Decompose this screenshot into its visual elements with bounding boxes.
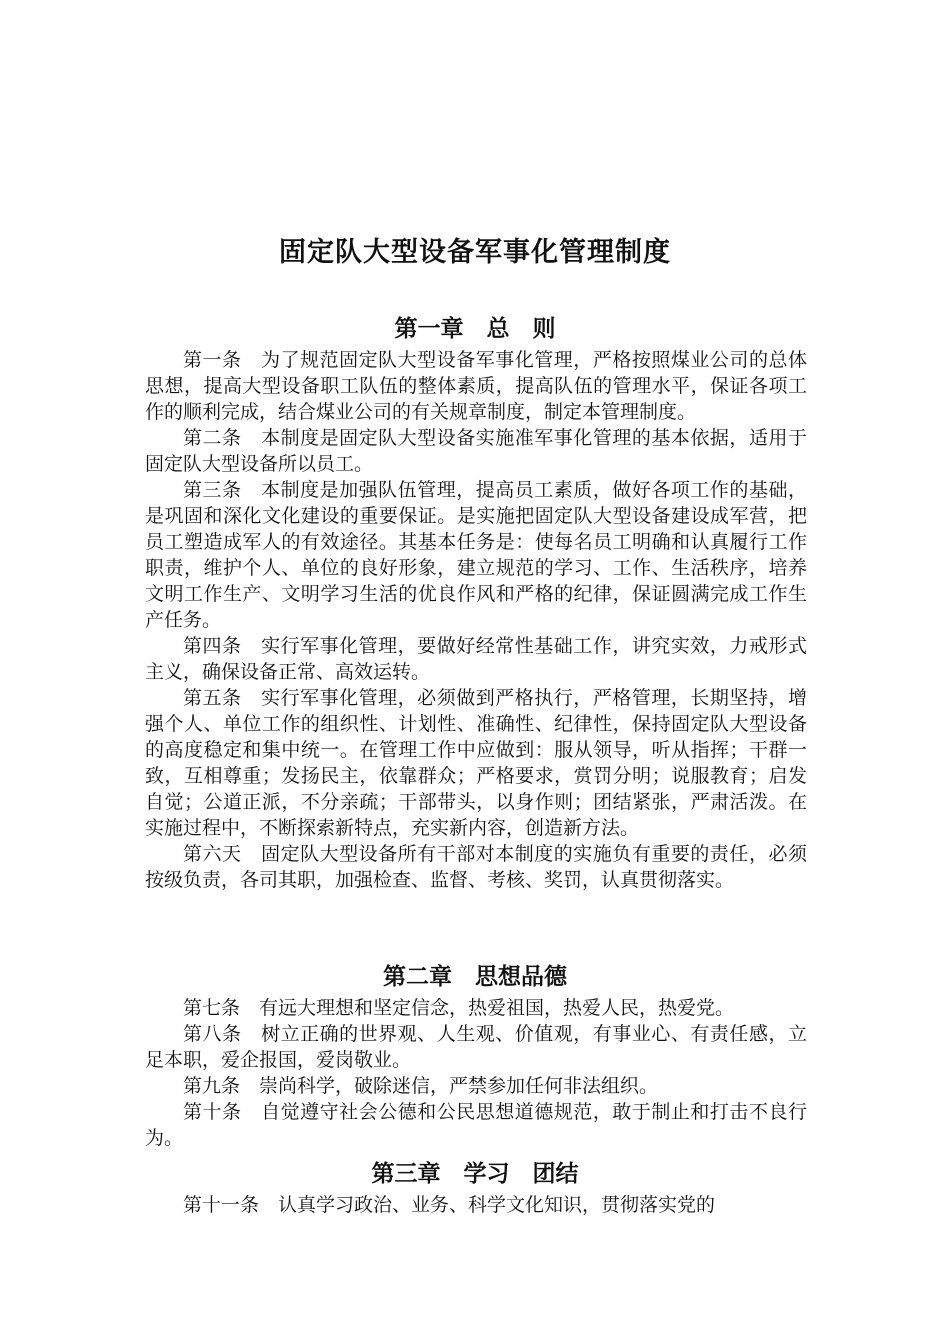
article-text: 实行军事化管理，必须做到严格执行，严格管理，长期坚持，增强个人、单位工作的组织性、计划性、准确性、纪律性，保持固定队大型设备的高度稳定和集中统一。在管理工作中应做到：服从领导，听从指挥；干群一致，互相尊重；发扬民主，依靠群众；严格要求，赏罚分明；说服教育；启发自觉；公道正派，不分亲疏；干部带头，以身作则；团结紧张，严肃活泼。在实施过程中，不断探索新特点，充实新内容，创造新方法。 xyxy=(145,687,807,839)
article-number: 第十一条 xyxy=(183,1194,279,1216)
article-text: 固定队大型设备所有干部对本制度的实施负有重要的责任，必须按级负责，各司其职，加强检查、监督、考核、奖罚，认真贯彻落实。 xyxy=(145,843,807,891)
chapter-body xyxy=(145,1192,807,1218)
article-paragraph xyxy=(145,425,807,477)
article-paragraph xyxy=(145,1073,807,1099)
article-text: 崇尚科学，破除迷信，严禁参加任何非法组织。 xyxy=(259,1075,659,1097)
chapter-heading: 第一章 总 则 xyxy=(394,316,556,342)
article-text: 认真学习政治、业务、科学文化知识，贯彻落实党的 xyxy=(278,1194,716,1216)
article-text: 本制度是固定队大型设备实施准军事化管理的基本依据，适用于固定队大型设备所以员工。 xyxy=(145,427,807,475)
article-paragraph xyxy=(145,347,807,425)
article-number: 第十条 xyxy=(183,1101,262,1123)
article-number: 第三条 xyxy=(183,479,262,501)
article-text: 有远大理想和坚定信念，热爱祖国，热爱人民，热爱党。 xyxy=(259,997,735,1019)
article-number: 第七条 xyxy=(183,997,260,1019)
article-paragraph xyxy=(145,685,807,841)
article-text: 本制度是加强队伍管理，提高员工素质，做好各项工作的基础，是巩固和深化文化建设的重要保证。是实施把固定队大型设备建设成军营，把员工塑造成军人的有效途径。其基本任务是：使每名员工明确和认真履行工作职责，维护个人、单位的良好形象，建立规范的学习、工作、生活秩序，培养文明工作生产、文明学习生活的优良作风和严格的纪律，保证圆满完成工作生产任务。 xyxy=(145,479,807,631)
article-paragraph xyxy=(145,477,807,633)
article-paragraph xyxy=(145,1099,807,1151)
chapter-body xyxy=(145,347,807,893)
article-number: 第四条 xyxy=(183,635,262,657)
article-paragraph xyxy=(145,841,807,893)
chapter-body xyxy=(145,995,807,1151)
article-number: 第六天 xyxy=(183,843,262,865)
article-text: 树立正确的世界观、人生观、价值观，有事业心、有责任感，立足本职，爱企报国，爱岗敬业。 xyxy=(145,1023,807,1071)
article-number: 第八条 xyxy=(183,1023,262,1045)
article-text: 为了规范固定队大型设备军事化管理，严格按照煤业公司的总体思想，提高大型设备职工队伍的整体素质，提高队伍的管理水平，保证各项工作的顺利完成，结合煤业公司的有关规章制度，制定本管理制度。 xyxy=(145,349,807,423)
chapter-heading: 第三章 学习 团结 xyxy=(371,1161,579,1187)
article-text: 实行军事化管理，要做好经常性基础工作，讲究实效，力戒形式主义，确保设备正常、高效运转。 xyxy=(145,635,807,683)
article-paragraph xyxy=(145,1192,807,1218)
article-paragraph xyxy=(145,1021,807,1073)
article-number: 第九条 xyxy=(183,1075,260,1097)
article-number: 第五条 xyxy=(183,687,262,709)
article-number: 第二条 xyxy=(183,427,262,449)
article-paragraph xyxy=(145,995,807,1021)
article-paragraph xyxy=(145,633,807,685)
article-text: 自觉遵守社会公德和公民思想道德规范，敢于制止和打击不良行为。 xyxy=(145,1101,807,1149)
chapter-heading: 第二章 思想品德 xyxy=(383,964,567,990)
article-number: 第一条 xyxy=(183,349,262,371)
document-title: 固定队大型设备军事化管理制度 xyxy=(279,237,671,268)
